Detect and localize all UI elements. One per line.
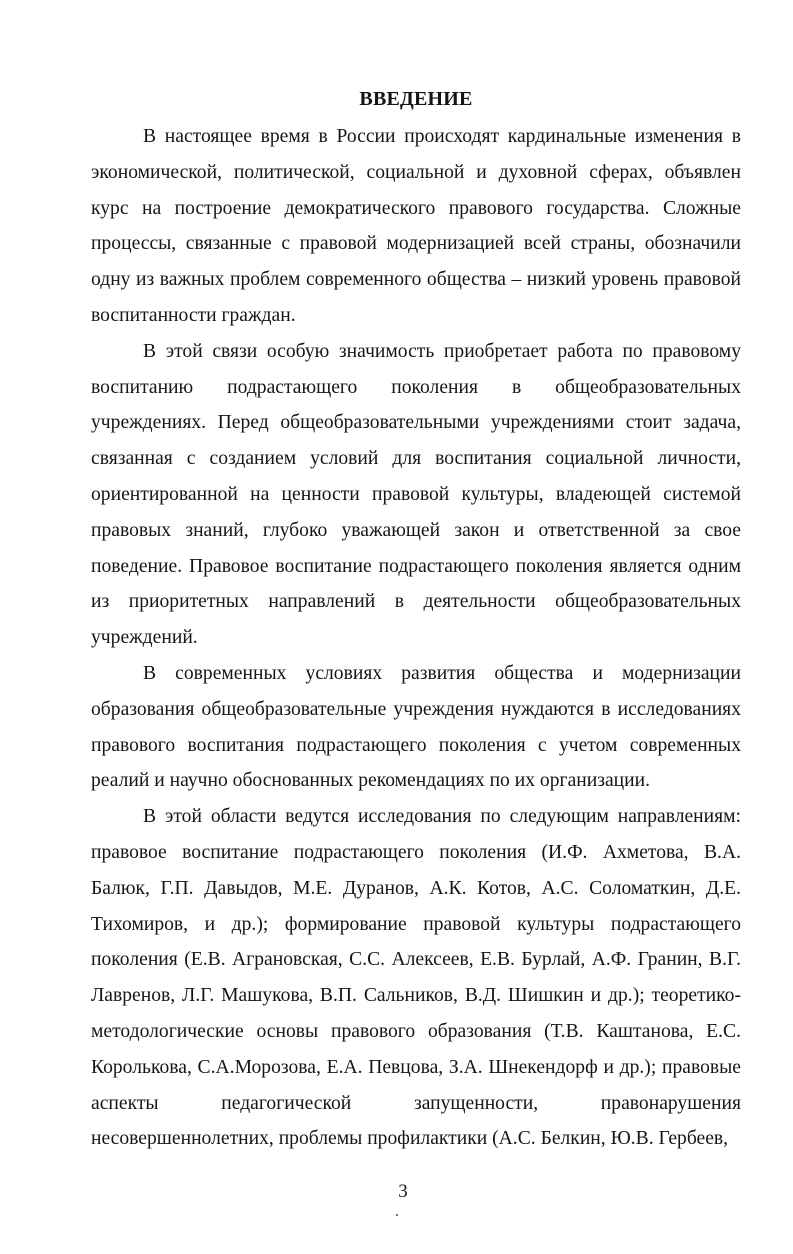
paragraph-4: В этой области ведутся исследования по следующим направлениям: правовое воспитание подрастающего поколения (И.Ф. Ахметова, В.А. Балюк, Г.П. Давыдов, М.Е. Дуранов, А.К. Котов, А.С. Соломаткин, Д.Е. Тихомиров, и др.); формирование правовой культуры подрастающего поколения (Е.В. Аграновская, С.С. Алексеев, Е.В. Бурлай, А.Ф. Гранин, В.Г. Лавренов, Л.Г. Машукова, В.П. Сальников, В.Д. Шишкин и др.); теоретико-методологические основы правового образования (Т.В. Каштанова, Е.С. Королькова, С.А.Морозова, Е.А. Певцова, З.А. Шнекендорф и др.); правовые аспекты педагогической запущенности, правонарушения несовершеннолетних, проблемы профилактики (А.С. Белкин, Ю.В. Гербеев,: [91, 806, 741, 1150]
paragraph-3: В современных условиях развития общества и модернизации образования общеобразовательные учреждения нуждаются в исследованиях правового воспитания подрастающего поколения с учетом современных реалий и научно обоснованных рекомендациях по их организации.: [91, 662, 741, 792]
paragraph-2: В этой связи особую значимость приобретает работа по правовому воспитанию подрастающего поколения в общеобразовательных учреждениях. Перед общеобразовательными учреждениями стоит задача, связанная с созданием условий для воспитания социальной личности, ориентированной на ценности правовой культуры, владеющей системой правовых знаний, глубоко уважающей закон и ответственной за свое поведение. Правовое воспитание подрастающего поколения является одним из приоритетных направлений в деятельности общеобразовательных учреждений.: [91, 340, 741, 649]
paragraph-1: В настоящее время в России происходят кардинальные изменения в экономической, политической, социальной и духовной сферах, объявлен курс на построение демократического правового государства. Сложные процессы, связанные с правовой модернизацией всей страны, обозначили одну из важных проблем современного общества – низкий уровень правовой воспитанности граждан.: [91, 126, 741, 326]
page-number: 3: [398, 1181, 408, 1202]
page-title: ВВЕДЕНИЕ: [359, 88, 473, 110]
scan-speck: [396, 1214, 398, 1216]
body-text: [91, 119, 741, 1157]
